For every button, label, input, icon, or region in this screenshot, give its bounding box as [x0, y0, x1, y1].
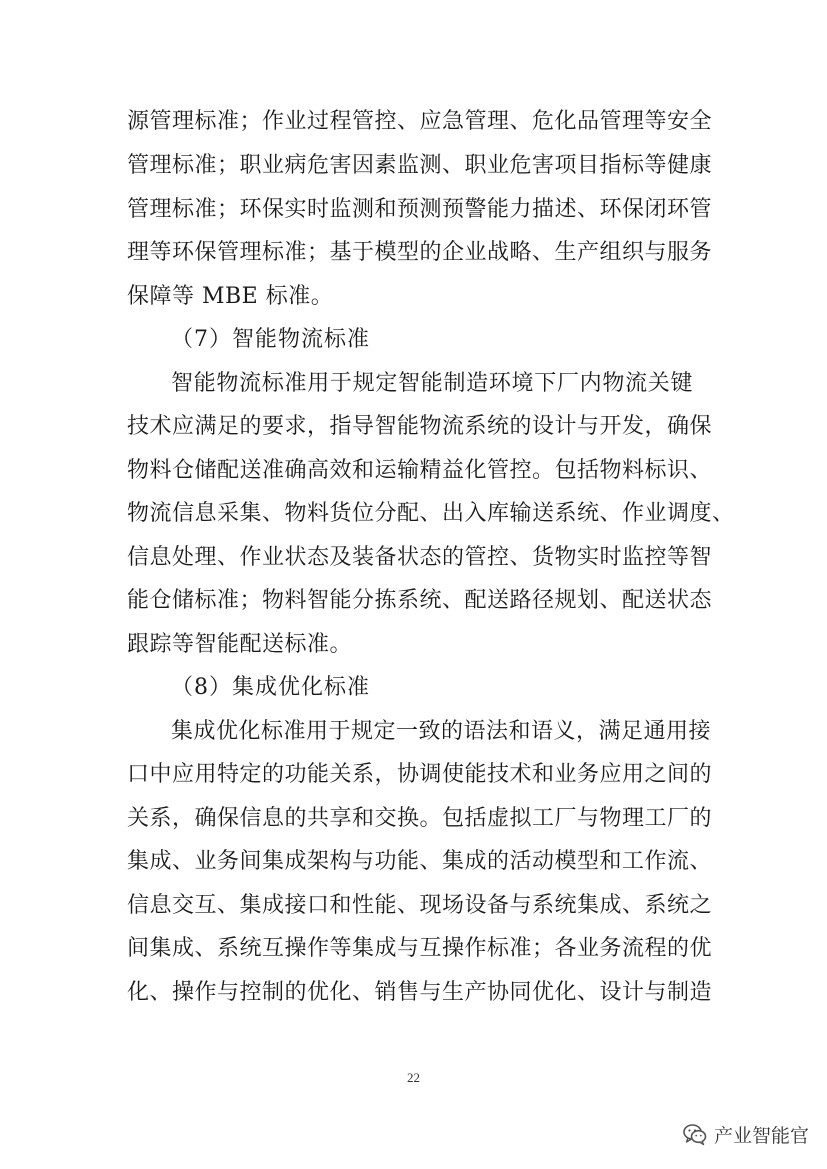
section-heading-8: （8）集成优化标准	[171, 675, 370, 700]
paragraph-line: 智能物流标准用于规定智能制造环境下厂内物流关键	[171, 371, 693, 396]
paragraph-line: 保障等 MBE 标准。	[127, 284, 334, 309]
watermark-text: 产业智能官	[713, 1124, 809, 1147]
paragraph-line: 口中应用特定的功能关系，协调使能技术和业务应用之间的	[127, 762, 713, 787]
paragraph-line: 集成、业务间集成架构与功能、集成的活动模型和工作流、	[127, 849, 713, 874]
paragraph-line: 技术应满足的要求，指导智能物流系统的设计与开发，确保	[127, 414, 713, 439]
paragraph-line: 物流信息采集、物料货位分配、出入库输送系统、作业调度、	[127, 501, 735, 526]
paragraph-line: 化、操作与控制的优化、销售与生产协同优化、设计与制造	[127, 980, 713, 1005]
paragraph-line: 源管理标准；作业过程管控、应急管理、危化品管理等安全	[127, 109, 713, 134]
paragraph-line: 集成优化标准用于规定一致的语法和语义，满足通用接	[171, 719, 712, 744]
page-number: 22	[407, 1070, 420, 1085]
paragraph-line: 管理标准；环保实时监测和预测预警能力描述、环保闭环管	[127, 197, 713, 222]
paragraph-line: 物料仓储配送准确高效和运输精益化管控。包括物料标识、	[127, 458, 713, 483]
paragraph-line: 跟踪等智能配送标准。	[127, 632, 353, 657]
paragraph-line: 能仓储标准；物料智能分拣系统、配送路径规划、配送状态	[127, 588, 713, 613]
watermark	[682, 1116, 809, 1152]
paragraph-line: 信息交互、集成接口和性能、现场设备与系统集成、系统之	[127, 893, 713, 918]
wechat-icon	[682, 1121, 708, 1147]
paragraph-line: 信息处理、作业状态及装备状态的管控、货物实时监控等智	[127, 545, 713, 570]
paragraph-line: 间集成、系统互操作等集成与互操作标准；各业务流程的优	[127, 936, 713, 961]
paragraph-line: 管理标准；职业病危害因素监测、职业危害项目指标等健康	[127, 153, 713, 178]
section-heading-7: （7）智能物流标准	[171, 327, 370, 352]
paragraph-line: 关系，确保信息的共享和交换。包括虚拟工厂与物理工厂的	[127, 806, 713, 831]
paragraph-line: 理等环保管理标准；基于模型的企业战略、生产组织与服务	[127, 240, 713, 265]
